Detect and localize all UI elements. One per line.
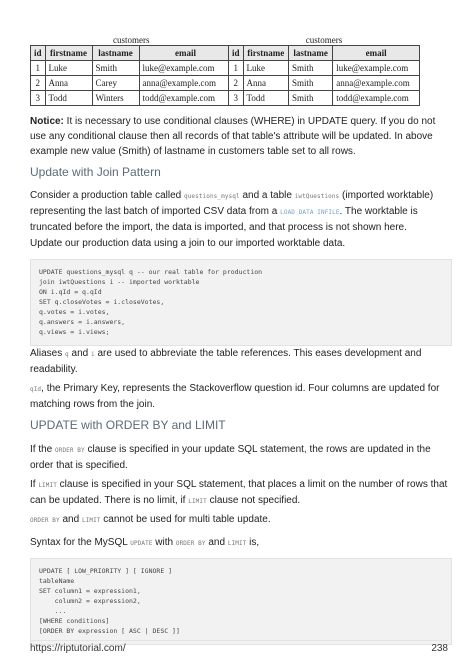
table-cell: Smith [92,61,139,76]
table-cell: 3 [31,91,46,106]
text-run: and [205,537,228,548]
table-row [229,91,420,106]
text-run: (imported worktable) representing the last batch of imported CSV data from a [30,190,434,217]
table-cell: 3 [229,91,244,106]
table-caption: customers [113,35,150,45]
text-run: If the [30,444,56,455]
inline-code: LIMIT [81,517,101,524]
column-header: lastname [92,46,139,61]
table-caption: customers [305,35,343,45]
notice-label: Notice: [30,116,64,127]
load-data-infile-link[interactable]: LOAD DATA INFILE [280,209,340,216]
paragraph-primary-key [30,381,448,412]
table-cell: Smith [289,61,333,76]
table-cell: todd@example.com [139,91,232,106]
inline-code: ORDER BY [30,517,60,524]
table-cell: luke@example.com [139,61,232,76]
table-row [31,76,233,91]
table-cell: 1 [31,61,46,76]
text-run: are used to abbreviate the table references. This eases development and readability. [30,348,422,375]
table-row [31,91,233,106]
table-cell: Anna [243,76,288,91]
page-footer [30,640,448,657]
table-cell: Luke [243,61,288,76]
inline-code: ORDER BY [175,540,206,547]
inline-code: qId [30,386,42,393]
text-run: with [152,537,176,548]
table-cell: 1 [229,61,244,76]
text-run: and a table [239,190,295,201]
column-header: id [31,46,46,61]
inline-code: questions_mysql [183,193,240,200]
column-header: id [229,46,244,61]
table-row [229,76,420,91]
notice-text: It is necessary to use conditional clauses (WHERE) in UPDATE query. If you do not use any conditional clause then all records of that table's attribute will be updated. In above example new value (Smith) of lastname in customers table set to all rows. [30,116,436,157]
inline-code: LIMIT [188,498,207,505]
inline-code: ORDER BY [55,447,85,454]
inline-code: LIMIT [38,482,57,489]
inline-code: i [90,351,95,358]
inline-code: UPDATE [130,540,153,547]
text-run: is, [246,537,260,548]
paragraph-syntax [30,535,448,551]
table-cell: 2 [31,76,46,91]
paragraph-update-intro: Update our production data using a join to our imported worktable data. [30,238,346,249]
example-tables [30,36,420,106]
inline-code: q [65,351,69,358]
table-cell: anna@example.com [333,76,420,91]
paragraph-order-by [30,442,448,473]
customers-table-after [228,45,420,106]
text-run: clause not specified. [206,495,301,506]
column-header: lastname [289,46,333,61]
column-header: email [139,46,232,61]
text-run: . The worktable is truncated before the import, the data is imported, and that process is not shown here. [30,206,418,233]
notice-paragraph [30,114,448,159]
code-block-update-syntax: UPDATE [ LOW_PRIORITY ] [ IGNORE ] tableName SET column1 = expression1, column2 = expression2, ... [WHERE conditions] [ORDER BY expression [ ASC | DESC ]] [30,558,452,645]
text-run: clause is specified in your update SQL statement, the rows are updated in the order that is specified. [30,444,431,471]
table-cell: Anna [45,76,92,91]
inline-code: iwtQuestions [294,193,340,200]
table-cell: anna@example.com [139,76,232,91]
table-header-row [229,46,420,61]
text-run: cannot be used for multi table update. [100,514,271,525]
text-run: Aliases [30,348,66,359]
table-cell: Todd [45,91,92,106]
table-cell: Smith [289,76,333,91]
text-run: Consider a production table called [30,190,184,201]
table-after [228,36,420,106]
paragraph-multi-table [30,512,448,528]
customers-table-before [30,45,233,106]
paragraph-limit [30,477,448,509]
table-cell: 2 [229,76,244,91]
text-run: clause is specified in your SQL statement, that places a limit on the number of rows that can be updated. There is no limit, if [30,479,448,506]
footer-url-link[interactable]: https://riptutorial.com/ [30,643,126,654]
table-cell: luke@example.com [333,61,420,76]
table-cell: Carey [92,76,139,91]
table-before [30,36,233,106]
table-row [229,61,420,76]
section-heading-order-limit: UPDATE with ORDER BY and LIMIT [30,418,226,432]
column-header: firstname [45,46,92,61]
text-run: and [68,348,91,359]
section-heading-join: Update with Join Pattern [30,165,161,179]
inline-code: LIMIT [227,540,247,547]
table-cell: Winters [92,91,139,106]
text-run: Syntax for the MySQL [30,537,131,548]
table-header-row [31,46,233,61]
text-run: If [30,479,39,490]
paragraph-aliases [30,346,448,377]
page-number: 238 [431,643,448,654]
table-cell: Luke [45,61,92,76]
column-header: email [333,46,420,61]
table-cell: Todd [243,91,288,106]
text-run: and [59,514,82,525]
code-block-join-update: UPDATE questions_mysql q -- our real table for production join iwtQuestions i -- imported worktable ON i.qId = q.qId SET q.closeVotes = i.closeVotes, q.votes = i.votes, q.answers = i.answers, q.views = i.views; [30,259,452,346]
text-run: , the Primary Key, represents the Stackoverflow question id. Four columns are updated for matching rows from the join. [30,383,440,410]
table-cell: todd@example.com [333,91,420,106]
paragraph-production-table [30,188,448,235]
column-header: firstname [243,46,288,61]
table-row [31,61,233,76]
table-cell: Smith [289,91,333,106]
